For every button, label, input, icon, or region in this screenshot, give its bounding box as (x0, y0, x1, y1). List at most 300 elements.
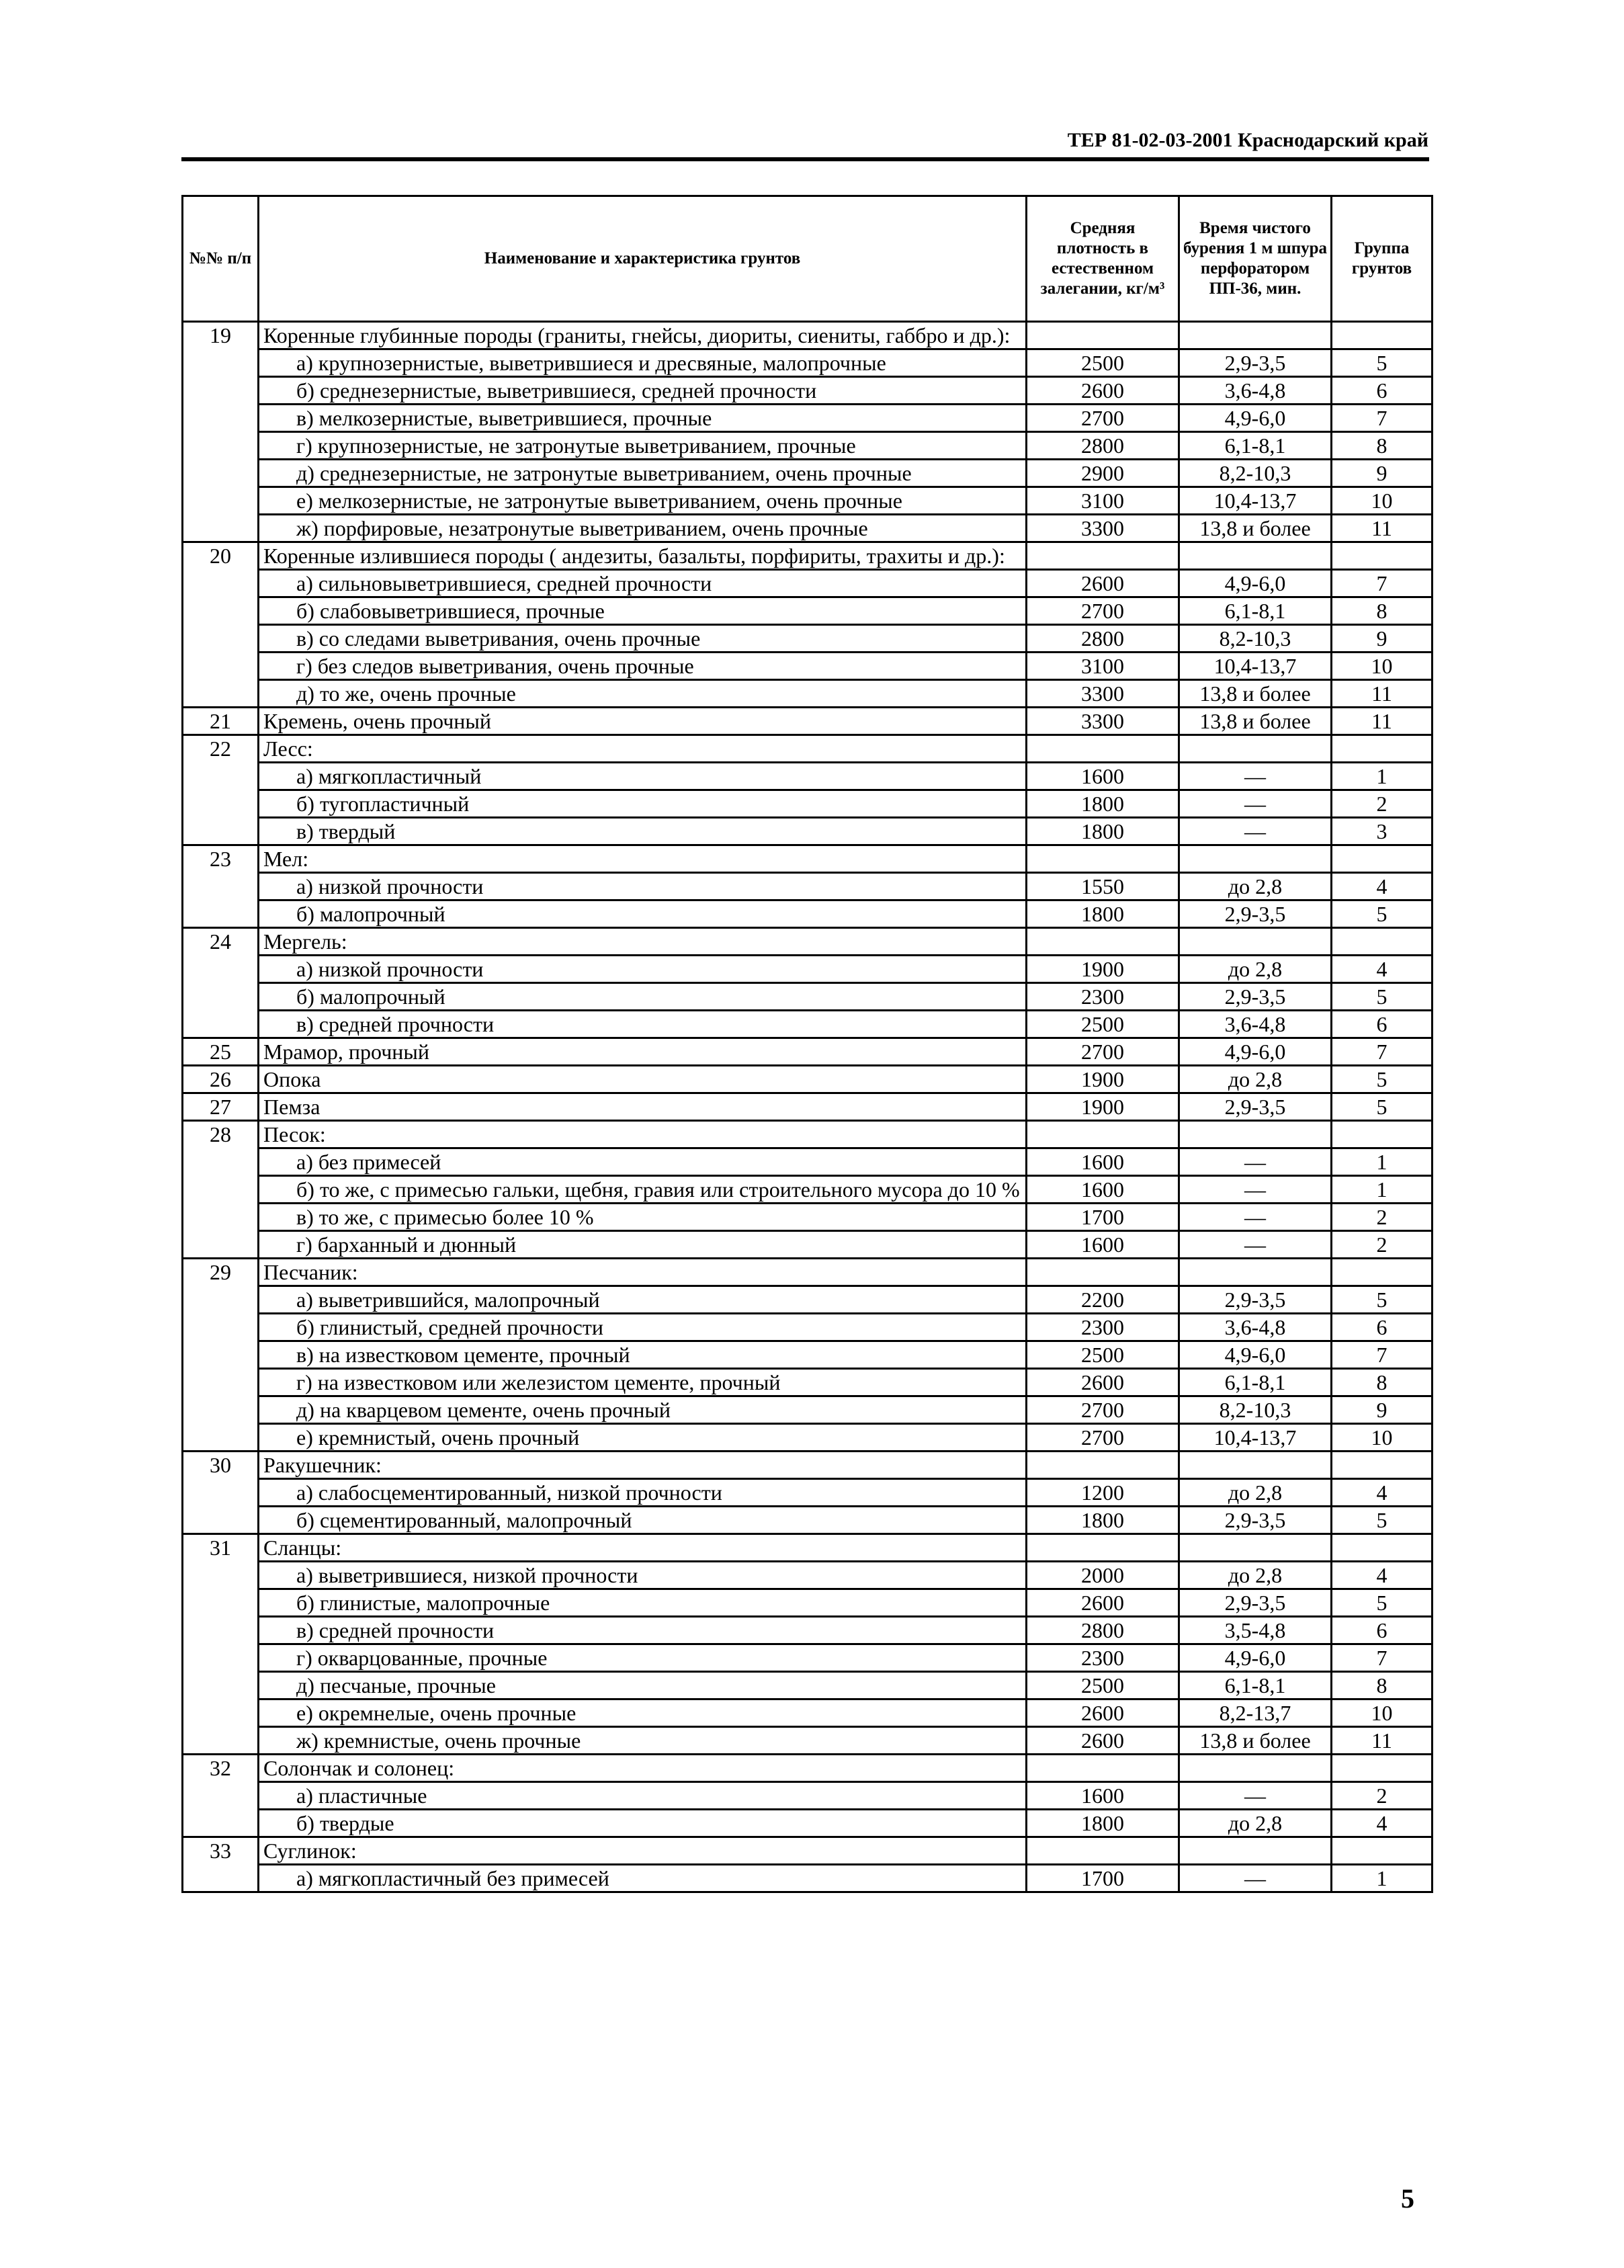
table-row (183, 1755, 1433, 1782)
cell-num (183, 1148, 259, 1176)
cell-num: 31 (183, 1534, 259, 1562)
cell-name: ж) кремнистые, очень прочные (259, 1727, 1027, 1755)
cell-time: — (1179, 1204, 1332, 1231)
table-row (183, 1699, 1433, 1727)
cell-time: до 2,8 (1179, 1562, 1332, 1589)
cell-name: а) без примесей (259, 1148, 1027, 1176)
cell-time: 4,9-6,0 (1179, 1341, 1332, 1369)
cell-num (183, 487, 259, 515)
cell-density: 1600 (1027, 1231, 1179, 1259)
table-row (183, 1066, 1433, 1093)
cell-name: Мел: (259, 845, 1027, 873)
cell-density (1027, 928, 1179, 956)
cell-time: 2,9-3,5 (1179, 349, 1332, 377)
cell-group: 4 (1332, 1562, 1433, 1589)
cell-name: г) крупнозернистые, не затронутые выветриванием, прочные (259, 432, 1027, 460)
cell-time (1179, 928, 1332, 956)
cell-group (1332, 322, 1433, 349)
table-row (183, 1479, 1433, 1507)
cell-density: 3300 (1027, 515, 1179, 542)
table-row (183, 597, 1433, 625)
cell-density: 2500 (1027, 349, 1179, 377)
cell-name: Коренные глубинные породы (граниты, гнейсы, диориты, сиениты, габбро и др.): (259, 322, 1027, 349)
cell-num (183, 1865, 259, 1892)
cell-time: 13,8 и более (1179, 680, 1332, 708)
cell-group (1332, 1755, 1433, 1782)
cell-group: 5 (1332, 1286, 1433, 1314)
cell-time (1179, 1755, 1332, 1782)
cell-num (183, 900, 259, 928)
cell-density: 1550 (1027, 873, 1179, 900)
cell-group (1332, 542, 1433, 570)
table-row (183, 928, 1433, 956)
cell-num (183, 1424, 259, 1452)
cell-group: 1 (1332, 763, 1433, 790)
cell-time: 3,6-4,8 (1179, 1314, 1332, 1341)
cell-time: 6,1-8,1 (1179, 597, 1332, 625)
cell-group: 8 (1332, 432, 1433, 460)
cell-name: Солончак и солонец: (259, 1755, 1027, 1782)
cell-time: 2,9-3,5 (1179, 1589, 1332, 1617)
cell-num: 24 (183, 928, 259, 956)
cell-name: д) на кварцевом цементе, очень прочный (259, 1396, 1027, 1424)
cell-name: в) твердый (259, 818, 1027, 845)
cell-group: 7 (1332, 1644, 1433, 1672)
cell-group: 11 (1332, 1727, 1433, 1755)
cell-num (183, 1562, 259, 1589)
cell-time: — (1179, 1176, 1332, 1204)
table-row (183, 405, 1433, 432)
cell-time: 2,9-3,5 (1179, 983, 1332, 1011)
cell-group: 1 (1332, 1176, 1433, 1204)
table-row (183, 1121, 1433, 1148)
cell-density: 2700 (1027, 597, 1179, 625)
document-header-title: ТЕР 81-02-03-2001 Краснодарский край (1067, 129, 1428, 151)
cell-name: Суглинок: (259, 1837, 1027, 1865)
table-row (183, 873, 1433, 900)
cell-group: 6 (1332, 1314, 1433, 1341)
cell-num (183, 597, 259, 625)
cell-num (183, 1176, 259, 1204)
cell-num (183, 1204, 259, 1231)
cell-name: Ракушечник: (259, 1452, 1027, 1479)
cell-name: а) пластичные (259, 1782, 1027, 1810)
cell-name: а) сильновыветрившиеся, средней прочности (259, 570, 1027, 597)
cell-density (1027, 1452, 1179, 1479)
cell-group: 2 (1332, 1204, 1433, 1231)
cell-density: 1900 (1027, 956, 1179, 983)
cell-name: б) твердые (259, 1810, 1027, 1837)
cell-num (183, 1314, 259, 1341)
cell-density (1027, 1259, 1179, 1286)
cell-name: б) глинистый, средней прочности (259, 1314, 1027, 1341)
cell-time: 4,9-6,0 (1179, 1038, 1332, 1066)
cell-name: в) со следами выветривания, очень прочные (259, 625, 1027, 653)
table-row (183, 432, 1433, 460)
cell-num (183, 680, 259, 708)
cell-time: 2,9-3,5 (1179, 1093, 1332, 1121)
cell-name: а) выветрившийся, малопрочный (259, 1286, 1027, 1314)
cell-name: Мрамор, прочный (259, 1038, 1027, 1066)
cell-num (183, 1782, 259, 1810)
cell-num (183, 1479, 259, 1507)
cell-density (1027, 1837, 1179, 1865)
cell-time (1179, 1837, 1332, 1865)
table-row (183, 1011, 1433, 1038)
cell-density (1027, 542, 1179, 570)
cell-num: 20 (183, 542, 259, 570)
cell-group: 5 (1332, 1093, 1433, 1121)
table-row (183, 1644, 1433, 1672)
cell-density: 1900 (1027, 1093, 1179, 1121)
cell-density (1027, 845, 1179, 873)
cell-num (183, 873, 259, 900)
cell-name: в) мелкозернистые, выветрившиеся, прочные (259, 405, 1027, 432)
cell-num: 33 (183, 1837, 259, 1865)
cell-density: 1600 (1027, 1148, 1179, 1176)
cell-density: 1800 (1027, 900, 1179, 928)
cell-time: 6,1-8,1 (1179, 1369, 1332, 1396)
cell-group: 7 (1332, 405, 1433, 432)
cell-time (1179, 845, 1332, 873)
cell-density: 1900 (1027, 1066, 1179, 1093)
cell-name: е) окремнелые, очень прочные (259, 1699, 1027, 1727)
cell-name: а) крупнозернистые, выветрившиеся и дресвяные, малопрочные (259, 349, 1027, 377)
cell-time (1179, 322, 1332, 349)
cell-name: Опока (259, 1066, 1027, 1093)
cell-density: 2600 (1027, 1699, 1179, 1727)
table-row (183, 1093, 1433, 1121)
table-row (183, 1727, 1433, 1755)
cell-num (183, 570, 259, 597)
cell-time: — (1179, 1865, 1332, 1892)
cell-name: д) то же, очень прочные (259, 680, 1027, 708)
cell-time: 2,9-3,5 (1179, 1286, 1332, 1314)
cell-time: 4,9-6,0 (1179, 570, 1332, 597)
cell-group (1332, 845, 1433, 873)
cell-density: 2000 (1027, 1562, 1179, 1589)
table-row (183, 322, 1433, 349)
cell-name: д) песчаные, прочные (259, 1672, 1027, 1699)
cell-density: 2600 (1027, 377, 1179, 405)
table-row (183, 1424, 1433, 1452)
cell-group: 6 (1332, 1617, 1433, 1644)
cell-num (183, 460, 259, 487)
cell-density: 2300 (1027, 1314, 1179, 1341)
table-row (183, 1314, 1433, 1341)
cell-group: 1 (1332, 1865, 1433, 1892)
cell-name: г) на известковом или железистом цементе, прочный (259, 1369, 1027, 1396)
cell-time: 3,5-4,8 (1179, 1617, 1332, 1644)
cell-group: 7 (1332, 1038, 1433, 1066)
cell-name: в) средней прочности (259, 1617, 1027, 1644)
cell-name: а) мягкопластичный без примесей (259, 1865, 1027, 1892)
cell-group: 7 (1332, 1341, 1433, 1369)
cell-density: 2300 (1027, 1644, 1179, 1672)
table-row (183, 377, 1433, 405)
cell-group: 10 (1332, 487, 1433, 515)
cell-num (183, 1286, 259, 1314)
cell-group (1332, 1534, 1433, 1562)
cell-group: 11 (1332, 708, 1433, 735)
table-row (183, 1286, 1433, 1314)
cell-group: 6 (1332, 377, 1433, 405)
cell-num (183, 1369, 259, 1396)
cell-name: е) мелкозернистые, не затронутые выветриванием, очень прочные (259, 487, 1027, 515)
cell-density: 1800 (1027, 818, 1179, 845)
cell-num (183, 432, 259, 460)
col-header-density: Средняя плотность в естественном залегании, кг/м³ (1027, 196, 1179, 322)
cell-density: 2600 (1027, 1369, 1179, 1396)
col-header-group: Группа грунтов (1332, 196, 1433, 322)
table-row (183, 625, 1433, 653)
page-number: 5 (1401, 2183, 1414, 2214)
table-row (183, 487, 1433, 515)
cell-group: 4 (1332, 1479, 1433, 1507)
table-row (183, 1204, 1433, 1231)
cell-group: 8 (1332, 1369, 1433, 1396)
table-row (183, 983, 1433, 1011)
cell-time (1179, 735, 1332, 763)
soil-table-body (183, 322, 1433, 1892)
cell-time: 6,1-8,1 (1179, 1672, 1332, 1699)
table-row (183, 1176, 1433, 1204)
cell-num (183, 1727, 259, 1755)
cell-group: 11 (1332, 515, 1433, 542)
cell-group: 3 (1332, 818, 1433, 845)
cell-num (183, 983, 259, 1011)
cell-name: Песчаник: (259, 1259, 1027, 1286)
cell-name: Коренные излившиеся породы ( андезиты, базальты, порфириты, трахиты и др.): (259, 542, 1027, 570)
cell-name: б) малопрочный (259, 900, 1027, 928)
soil-table (181, 195, 1433, 1893)
cell-time: 2,9-3,5 (1179, 1507, 1332, 1534)
cell-time: 8,2-10,3 (1179, 625, 1332, 653)
cell-name: б) сцементированный, малопрочный (259, 1507, 1027, 1534)
cell-time: 4,9-6,0 (1179, 1644, 1332, 1672)
cell-num: 21 (183, 708, 259, 735)
table-row (183, 460, 1433, 487)
cell-density: 2500 (1027, 1341, 1179, 1369)
cell-name: б) среднезернистые, выветрившиеся, средней прочности (259, 377, 1027, 405)
table-row (183, 680, 1433, 708)
cell-num (183, 763, 259, 790)
table-row (183, 735, 1433, 763)
cell-density: 2700 (1027, 405, 1179, 432)
cell-density: 1600 (1027, 1176, 1179, 1204)
table-row (183, 1148, 1433, 1176)
cell-num: 22 (183, 735, 259, 763)
cell-time: до 2,8 (1179, 1066, 1332, 1093)
cell-group: 5 (1332, 1589, 1433, 1617)
cell-time: 8,2-10,3 (1179, 1396, 1332, 1424)
cell-density (1027, 322, 1179, 349)
cell-time: — (1179, 1148, 1332, 1176)
cell-name: в) средней прочности (259, 1011, 1027, 1038)
cell-time (1179, 1121, 1332, 1148)
cell-density: 2500 (1027, 1672, 1179, 1699)
cell-num: 23 (183, 845, 259, 873)
col-header-num: №№ п/п (183, 196, 259, 322)
table-row (183, 1259, 1433, 1286)
cell-time: — (1179, 1782, 1332, 1810)
cell-density: 2800 (1027, 432, 1179, 460)
table-row (183, 1507, 1433, 1534)
cell-num (183, 377, 259, 405)
cell-time: до 2,8 (1179, 1479, 1332, 1507)
cell-time: до 2,8 (1179, 1810, 1332, 1837)
cell-time: 13,8 и более (1179, 515, 1332, 542)
cell-density: 3300 (1027, 708, 1179, 735)
table-header-row (183, 196, 1433, 322)
table-row (183, 1562, 1433, 1589)
cell-time: 3,6-4,8 (1179, 377, 1332, 405)
cell-group: 2 (1332, 1231, 1433, 1259)
cell-num (183, 515, 259, 542)
table-row (183, 845, 1433, 873)
table-row (183, 653, 1433, 680)
cell-density: 2700 (1027, 1424, 1179, 1452)
cell-num (183, 1507, 259, 1534)
cell-time: до 2,8 (1179, 956, 1332, 983)
table-row (183, 1231, 1433, 1259)
cell-time (1179, 1452, 1332, 1479)
cell-time: 6,1-8,1 (1179, 432, 1332, 460)
cell-density (1027, 735, 1179, 763)
cell-group (1332, 1259, 1433, 1286)
cell-density: 1600 (1027, 763, 1179, 790)
cell-density: 2600 (1027, 570, 1179, 597)
cell-density: 2700 (1027, 1038, 1179, 1066)
cell-name: в) на известковом цементе, прочный (259, 1341, 1027, 1369)
cell-density: 2600 (1027, 1727, 1179, 1755)
cell-num (183, 349, 259, 377)
table-row (183, 1810, 1433, 1837)
col-header-time: Время чистого бурения 1 м шпура перфоратором ПП-36, мин. (1179, 196, 1332, 322)
cell-name: а) слабосцементированный, низкой прочности (259, 1479, 1027, 1507)
cell-group: 7 (1332, 570, 1433, 597)
cell-num (183, 653, 259, 680)
cell-density: 2700 (1027, 1396, 1179, 1424)
cell-num (183, 1396, 259, 1424)
cell-num: 32 (183, 1755, 259, 1782)
cell-density: 2800 (1027, 1617, 1179, 1644)
table-row (183, 570, 1433, 597)
table-row (183, 1396, 1433, 1424)
table-row (183, 818, 1433, 845)
table-row (183, 1369, 1433, 1396)
cell-num: 27 (183, 1093, 259, 1121)
cell-density: 3100 (1027, 487, 1179, 515)
cell-group: 9 (1332, 1396, 1433, 1424)
cell-group: 4 (1332, 873, 1433, 900)
table-row (183, 956, 1433, 983)
cell-name: в) то же, с примесью более 10 % (259, 1204, 1027, 1231)
cell-density: 2600 (1027, 1589, 1179, 1617)
cell-name: е) кремнистый, очень прочный (259, 1424, 1027, 1452)
table-row (183, 900, 1433, 928)
table-row (183, 1865, 1433, 1892)
cell-group: 6 (1332, 1011, 1433, 1038)
table-row (183, 763, 1433, 790)
cell-num (183, 625, 259, 653)
table-row (183, 708, 1433, 735)
cell-group: 8 (1332, 597, 1433, 625)
cell-name: г) без следов выветривания, очень прочные (259, 653, 1027, 680)
cell-time: — (1179, 763, 1332, 790)
cell-density: 1800 (1027, 1810, 1179, 1837)
cell-density: 1800 (1027, 790, 1179, 818)
cell-name: Мергель: (259, 928, 1027, 956)
cell-group: 4 (1332, 1810, 1433, 1837)
cell-group: 8 (1332, 1672, 1433, 1699)
table-row (183, 1837, 1433, 1865)
cell-group: 10 (1332, 653, 1433, 680)
cell-density (1027, 1534, 1179, 1562)
cell-group: 9 (1332, 625, 1433, 653)
cell-density: 2800 (1027, 625, 1179, 653)
cell-group: 5 (1332, 1507, 1433, 1534)
cell-num (183, 818, 259, 845)
table-row (183, 1617, 1433, 1644)
cell-name: г) барханный и дюнный (259, 1231, 1027, 1259)
cell-num (183, 1011, 259, 1038)
table-row (183, 1038, 1433, 1066)
cell-density (1027, 1121, 1179, 1148)
cell-name: а) мягкопластичный (259, 763, 1027, 790)
cell-group: 5 (1332, 900, 1433, 928)
cell-group (1332, 1452, 1433, 1479)
cell-time: до 2,8 (1179, 873, 1332, 900)
cell-group (1332, 1837, 1433, 1865)
cell-num (183, 1589, 259, 1617)
cell-time (1179, 542, 1332, 570)
cell-time: 4,9-6,0 (1179, 405, 1332, 432)
cell-density: 1200 (1027, 1479, 1179, 1507)
cell-time: 3,6-4,8 (1179, 1011, 1332, 1038)
cell-num (183, 1810, 259, 1837)
cell-name: Пемза (259, 1093, 1027, 1121)
cell-name: б) малопрочный (259, 983, 1027, 1011)
cell-num (183, 956, 259, 983)
table-row (183, 790, 1433, 818)
cell-num (183, 405, 259, 432)
cell-group: 4 (1332, 956, 1433, 983)
cell-group: 10 (1332, 1424, 1433, 1452)
cell-name: б) тугопластичный (259, 790, 1027, 818)
table-row (183, 349, 1433, 377)
cell-time: — (1179, 1231, 1332, 1259)
cell-group (1332, 928, 1433, 956)
cell-density: 3300 (1027, 680, 1179, 708)
table-row (183, 1534, 1433, 1562)
table-row (183, 542, 1433, 570)
cell-num (183, 1617, 259, 1644)
cell-density: 1800 (1027, 1507, 1179, 1534)
cell-time: — (1179, 818, 1332, 845)
cell-num: 19 (183, 322, 259, 349)
cell-group: 5 (1332, 983, 1433, 1011)
cell-num (183, 1341, 259, 1369)
cell-name: а) низкой прочности (259, 956, 1027, 983)
cell-name: Кремень, очень прочный (259, 708, 1027, 735)
cell-name: б) слабовыветрившиеся, прочные (259, 597, 1027, 625)
cell-group: 9 (1332, 460, 1433, 487)
cell-num (183, 1644, 259, 1672)
table-row (183, 515, 1433, 542)
cell-time: 10,4-13,7 (1179, 1424, 1332, 1452)
cell-time: 2,9-3,5 (1179, 900, 1332, 928)
